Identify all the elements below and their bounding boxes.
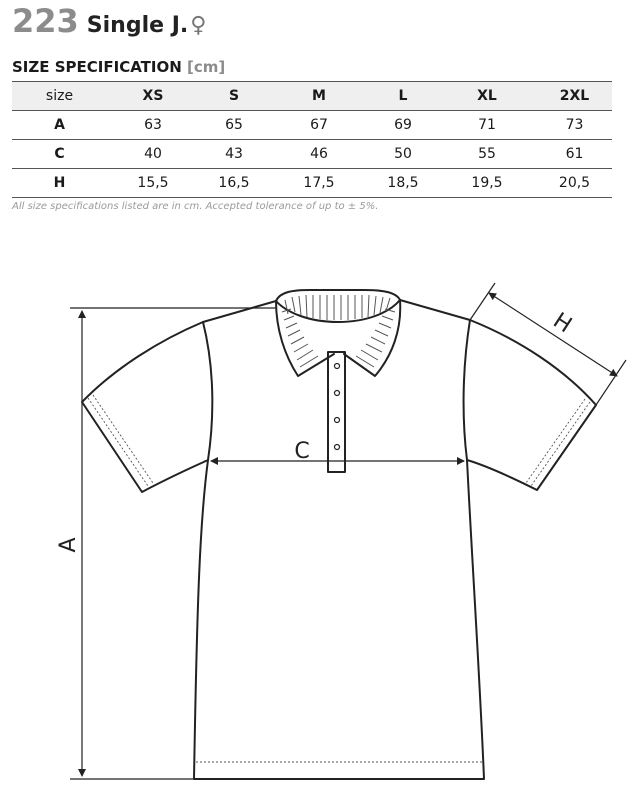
button-icon: [335, 364, 340, 369]
button-icon: [335, 445, 340, 450]
table-cell: 69: [394, 117, 412, 133]
collar-ribbing: [282, 295, 395, 367]
header-s: S: [228, 88, 240, 104]
guide-h-bottom: [596, 360, 626, 405]
header-2xl: 2XL: [559, 88, 590, 104]
button-icon: [335, 391, 340, 396]
product-code: 223: [12, 2, 79, 40]
table-cell: 50: [394, 146, 412, 162]
table-cell: 73: [565, 117, 584, 133]
header-l: L: [398, 88, 408, 104]
table-cell: 55: [478, 146, 496, 162]
button-placket: [328, 352, 345, 472]
row-label: A: [54, 117, 65, 133]
table-cell: 19,5: [471, 175, 503, 191]
shirt-body-outline: [194, 320, 484, 779]
dimension-h-arrow: [489, 293, 617, 376]
product-name: Single J.: [86, 13, 189, 38]
button-icon: [335, 418, 340, 423]
header-size: size: [45, 88, 74, 104]
right-cuff-stitch: [531, 402, 590, 486]
table-cell: 67: [310, 117, 328, 133]
spec-unit: [cm]: [187, 58, 226, 76]
table-cell: 46: [310, 146, 328, 162]
table-cell: 18,5: [387, 175, 419, 191]
dimension-a-label: A: [56, 537, 81, 553]
table-cell: 63: [144, 117, 162, 133]
spec-title-text: SIZE SPECIFICATION: [12, 58, 182, 76]
header-xs: XS: [142, 88, 164, 104]
collar-left-flap: [276, 301, 334, 376]
row-label: H: [53, 175, 66, 191]
header-xl: XL: [477, 88, 497, 104]
left-cuff-stitch-2: [93, 395, 153, 483]
female-symbol-icon: ♀: [190, 13, 207, 38]
header-m: M: [312, 88, 326, 104]
tolerance-note: All size specifications listed are in cm. Accepted tolerance of up to ± 5%.: [12, 201, 379, 212]
row-label: C: [54, 146, 65, 162]
buttons: [335, 364, 340, 450]
table-cell: 16,5: [218, 175, 250, 191]
dimension-h-label: H: [548, 308, 576, 339]
guide-h-top: [470, 283, 495, 320]
table-cell: 71: [478, 117, 496, 133]
right-shoulder-seam: [400, 300, 470, 320]
table-cell: 43: [225, 146, 243, 162]
dimension-c-label: C: [294, 439, 310, 464]
table-cell: 40: [144, 146, 162, 162]
stitching: [88, 395, 590, 762]
table-cell: 17,5: [303, 175, 335, 191]
left-sleeve-outline: [82, 322, 208, 492]
right-cuff-stitch-2: [526, 399, 585, 483]
right-sleeve-outline: [467, 320, 596, 490]
table-cell: 61: [565, 146, 584, 162]
table-cell: 65: [225, 117, 243, 133]
table-cell: 15,5: [137, 175, 169, 191]
table-cell: 20,5: [558, 175, 591, 191]
left-shoulder-seam: [203, 301, 276, 322]
left-cuff-stitch: [88, 398, 148, 486]
